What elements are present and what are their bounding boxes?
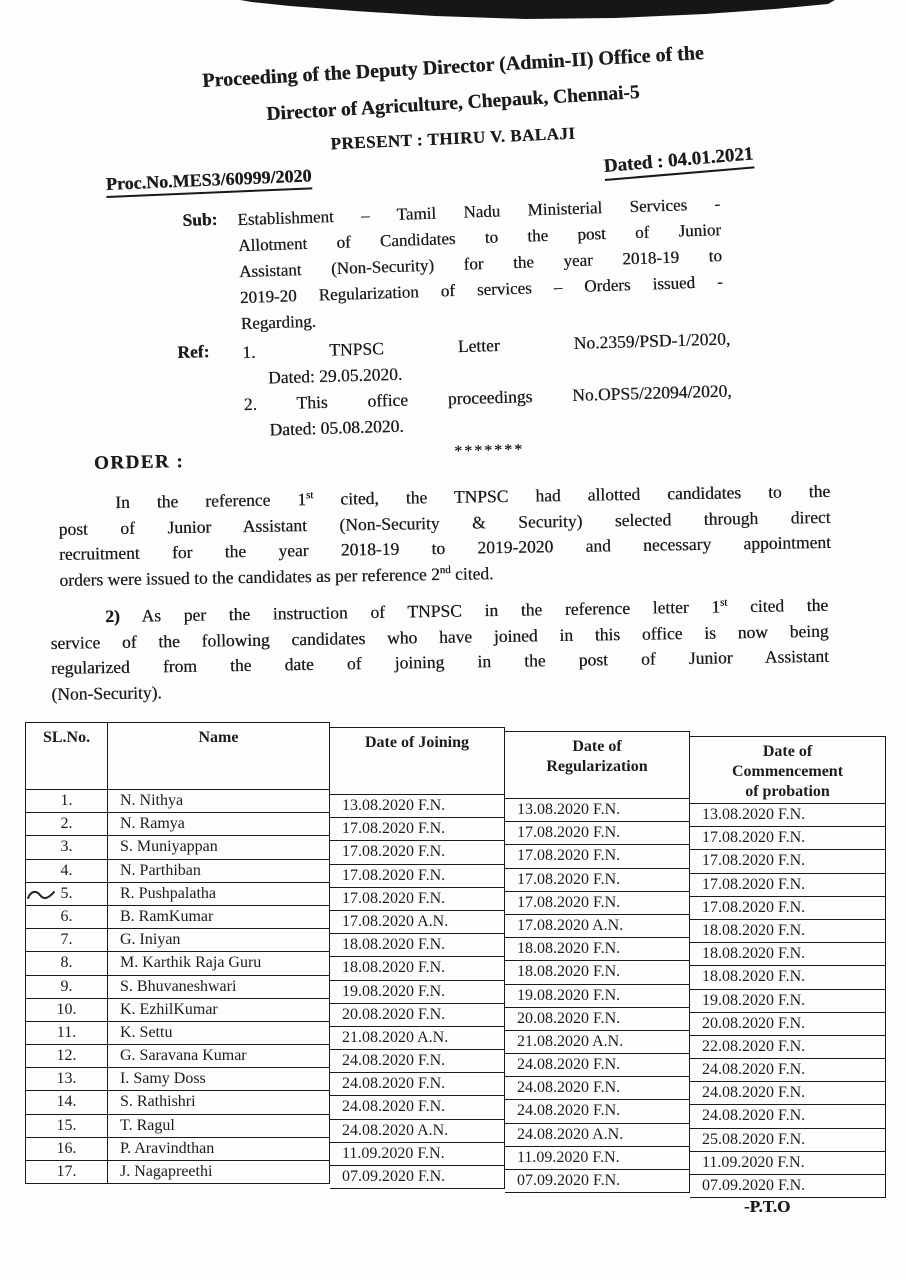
- table-cell: 8.: [25, 952, 108, 975]
- proceeding-date-text: Dated : 04.01.2021: [603, 144, 754, 181]
- table-cell: 13.08.2020 F.N.: [330, 795, 505, 818]
- table-cell: 24.08.2020 F.N.: [330, 1050, 505, 1073]
- paragraph-text: (Non-Security).: [51, 681, 162, 704]
- paragraph-text: 2): [105, 605, 120, 627]
- table-cell: 11.09.2020 F.N.: [505, 1147, 690, 1170]
- table-cell: 17.08.2020 F.N.: [505, 892, 690, 915]
- table-cell: 17.08.2020 F.N.: [505, 822, 690, 845]
- table-cell: 20.08.2020 F.N.: [690, 1013, 886, 1036]
- paragraph-text: In the reference 1: [115, 489, 307, 513]
- paragraph-text: cited the: [727, 594, 829, 617]
- table-cell: S. Rathishri: [108, 1091, 330, 1114]
- table-cell: 11.09.2020 F.N.: [330, 1143, 505, 1166]
- table-column: [690, 736, 886, 1198]
- table-cell: 17.08.2020 F.N.: [690, 827, 886, 850]
- table-header-line: Date of: [572, 738, 622, 755]
- ordinal-superscript: st: [305, 489, 314, 502]
- table-header-cell: [690, 736, 886, 804]
- table-cell: 18.08.2020 F.N.: [330, 957, 505, 980]
- table-header-cell: [330, 727, 505, 795]
- table-cell: T. Ragul: [108, 1115, 330, 1138]
- subject-text: [237, 191, 724, 337]
- table-cell: I. Samy Doss: [108, 1068, 330, 1091]
- table-cell: 15.: [25, 1115, 108, 1138]
- table-column: [505, 731, 690, 1193]
- table-cell: 18.08.2020 F.N.: [330, 934, 505, 957]
- table-cell: 24.08.2020 A.N.: [330, 1120, 505, 1143]
- table-cell: K. Settu: [108, 1022, 330, 1045]
- table-cell: G. Iniyan: [108, 929, 330, 952]
- table-column: [330, 727, 505, 1189]
- reference-items: [242, 326, 733, 444]
- reference-item-line: 2. This office proceedings No.OPS5/22094/2020,: [243, 380, 732, 415]
- table-cell: 13.: [25, 1068, 108, 1091]
- table-cell: 19.08.2020 F.N.: [505, 985, 690, 1008]
- table-cell: 19.08.2020 F.N.: [690, 990, 886, 1013]
- reference-label: Ref:: [177, 341, 210, 362]
- table-column: [108, 722, 330, 1184]
- table-cell: N. Nithya: [108, 790, 330, 813]
- table-cell: 24.08.2020 F.N.: [505, 1100, 690, 1123]
- table-cell: 17.08.2020 F.N.: [690, 897, 886, 920]
- table-cell: M. Karthik Raja Guru: [108, 952, 330, 975]
- table-cell: 21.08.2020 A.N.: [505, 1031, 690, 1054]
- reference-item-dated: Dated: 29.05.2020.: [267, 363, 403, 388]
- reference-text: [242, 326, 733, 472]
- table-cell: S. Bhuvaneshwari: [108, 976, 330, 999]
- table-cell: 18.08.2020 F.N.: [505, 961, 690, 984]
- table-cell: 17.: [25, 1161, 108, 1184]
- table-cell: 17.08.2020 F.N.: [330, 818, 505, 841]
- table-cell: 18.08.2020 F.N.: [505, 938, 690, 961]
- table-cell: 07.09.2020 F.N.: [330, 1166, 505, 1189]
- table-cell: 17.08.2020 F.N.: [505, 845, 690, 868]
- table-header-line: Date of: [762, 743, 813, 760]
- reference-block: [177, 325, 736, 472]
- reference-item-line: 1. TNPSC Letter No.2359/PSD-1/2020,: [242, 328, 731, 363]
- proceeding-number-text: Proc.No.MES3/60999/2020: [105, 165, 311, 198]
- paragraph-text: post of Junior Assistant (Non-Security & Security) selected through direct: [58, 506, 831, 539]
- table-cell: 13.08.2020 F.N.: [690, 804, 886, 827]
- table-cell: 6.: [25, 906, 108, 929]
- table-cell: 22.08.2020 F.N.: [690, 1036, 886, 1059]
- reference-item-dated: Dated: 05.08.2020.: [269, 415, 404, 440]
- table-header-cell: [25, 722, 108, 790]
- table-header-line: Date of Joining: [365, 734, 469, 751]
- table-cell: 20.08.2020 F.N.: [330, 1004, 505, 1027]
- proceeding-date: [603, 144, 754, 181]
- table-cell: J. Nagapreethi: [108, 1161, 330, 1184]
- subject-line: 2019-20 Regularization of services – Orders issued -: [239, 272, 724, 308]
- paragraph-text: cited.: [450, 562, 494, 584]
- table-cell: 24.08.2020 F.N.: [690, 1059, 886, 1082]
- table-cell: 17.08.2020 F.N.: [690, 874, 886, 897]
- table-cell: 11.09.2020 F.N.: [690, 1152, 886, 1175]
- handwritten-tick-mark: [26, 887, 56, 905]
- subject-block: [182, 191, 726, 339]
- proceeding-number: [105, 165, 311, 198]
- order-paragraph-1: [58, 479, 832, 593]
- table-cell: S. Muniyappan: [108, 836, 330, 859]
- table-cell: 17.08.2020 A.N.: [330, 911, 505, 934]
- document-title-line2: Director of Agriculture, Chepauk, Chennai-5: [265, 81, 641, 126]
- subject-line: Assistant (Non-Security) for the year 2018-19 to: [238, 246, 723, 282]
- subject-label: Sub:: [182, 208, 218, 230]
- table-cell: K. EzhilKumar: [108, 999, 330, 1022]
- table-cell: 13.08.2020 F.N.: [505, 799, 690, 822]
- table-cell: R. Pushpalatha: [108, 883, 330, 906]
- table-cell: 17.08.2020 F.N.: [330, 841, 505, 864]
- pto-note: -P.T.O: [744, 1197, 791, 1216]
- asterisk-separator: *******: [453, 441, 525, 461]
- order-heading: ORDER :: [93, 451, 185, 474]
- paragraph-text: service of the following candidates who have joined in this office is now being: [50, 620, 829, 653]
- scan-artifact: [240, 0, 840, 24]
- table-cell: 2.: [25, 813, 108, 836]
- subject-line: Establishment – Tamil Nadu Ministerial Services -: [237, 194, 721, 230]
- table-cell: B. RamKumar: [108, 906, 330, 929]
- table-cell: 24.08.2020 F.N.: [330, 1073, 505, 1096]
- table-cell: 7.: [25, 929, 108, 952]
- table-cell: P. Aravindthan: [108, 1138, 330, 1161]
- table-cell: 20.08.2020 F.N.: [505, 1008, 690, 1031]
- table-header-line: of probation: [745, 783, 830, 800]
- table-cell: 18.08.2020 F.N.: [690, 920, 886, 943]
- order-paragraph-2: [50, 593, 830, 707]
- table-cell: 24.08.2020 F.N.: [330, 1096, 505, 1119]
- paragraph-text: As per the instruction of TNPSC in the reference letter 1: [119, 596, 721, 626]
- table-cell: 07.09.2020 F.N.: [690, 1175, 886, 1198]
- ordinal-superscript: st: [719, 596, 728, 609]
- table-cell: 11.: [25, 1022, 108, 1045]
- table-cell: 24.08.2020 F.N.: [505, 1077, 690, 1100]
- table-cell: 07.09.2020 F.N.: [505, 1170, 690, 1193]
- table-cell: 10.: [25, 999, 108, 1022]
- table-cell: 14.: [25, 1091, 108, 1114]
- table-cell: 4.: [25, 860, 108, 883]
- table-header-line: Name: [198, 729, 239, 746]
- table-cell: 17.08.2020 F.N.: [330, 865, 505, 888]
- present-officer-line: PRESENT : THIRU V. BALAJI: [330, 123, 576, 154]
- table-header-cell: [108, 722, 330, 790]
- table-cell: 12.: [25, 1045, 108, 1068]
- table-cell: 1.: [25, 790, 108, 813]
- table-cell: 25.08.2020 F.N.: [690, 1129, 886, 1152]
- table-cell: 17.08.2020 F.N.: [505, 869, 690, 892]
- subject-line: Regarding.: [240, 311, 317, 334]
- table-cell: 24.08.2020 F.N.: [505, 1054, 690, 1077]
- table-header-line: Commencement: [731, 763, 844, 780]
- paragraph-text: recruitment for the year 2018-19 to 2019-2020 and necessary appointment: [58, 531, 832, 564]
- table-cell: 24.08.2020 F.N.: [690, 1105, 886, 1128]
- table-header-line: SL.No.: [42, 729, 91, 746]
- paragraph-text: cited, the TNPSC had allotted candidates to the: [313, 480, 831, 509]
- table-cell: 16.: [25, 1138, 108, 1161]
- candidates-table: [25, 722, 886, 1204]
- table-header-cell: [505, 731, 690, 799]
- paragraph-text: orders were issued to the candidates as per reference 2: [59, 563, 440, 590]
- ordinal-superscript: nd: [439, 563, 451, 576]
- table-cell: 18.08.2020 F.N.: [690, 966, 886, 989]
- table-cell: 19.08.2020 F.N.: [330, 981, 505, 1004]
- table-cell: 21.08.2020 A.N.: [330, 1027, 505, 1050]
- table-cell: N. Parthiban: [108, 860, 330, 883]
- document-title-line1: Proceeding of the Deputy Director (Admin-II) Office of the: [201, 42, 705, 92]
- table-cell: N. Ramya: [108, 813, 330, 836]
- table-cell: 17.08.2020 A.N.: [505, 915, 690, 938]
- table-cell: G. Saravana Kumar: [108, 1045, 330, 1068]
- table-cell: 5.: [25, 883, 108, 906]
- table-cell: 18.08.2020 F.N.: [690, 943, 886, 966]
- table-cell: 17.08.2020 F.N.: [330, 888, 505, 911]
- table-cell: 3.: [25, 836, 108, 859]
- subject-line: Allotment of Candidates to the post of Junior: [237, 220, 722, 256]
- table-cell: 24.08.2020 A.N.: [505, 1124, 690, 1147]
- table-header-line: Regularization: [546, 758, 648, 775]
- table-column: [25, 722, 108, 1184]
- table-cell: 9.: [25, 976, 108, 999]
- table-cell: 24.08.2020 F.N.: [690, 1082, 886, 1105]
- table-cell: 17.08.2020 F.N.: [690, 850, 886, 873]
- paragraph-text: regularized from the date of joining in the post of Junior Assistant: [50, 645, 830, 678]
